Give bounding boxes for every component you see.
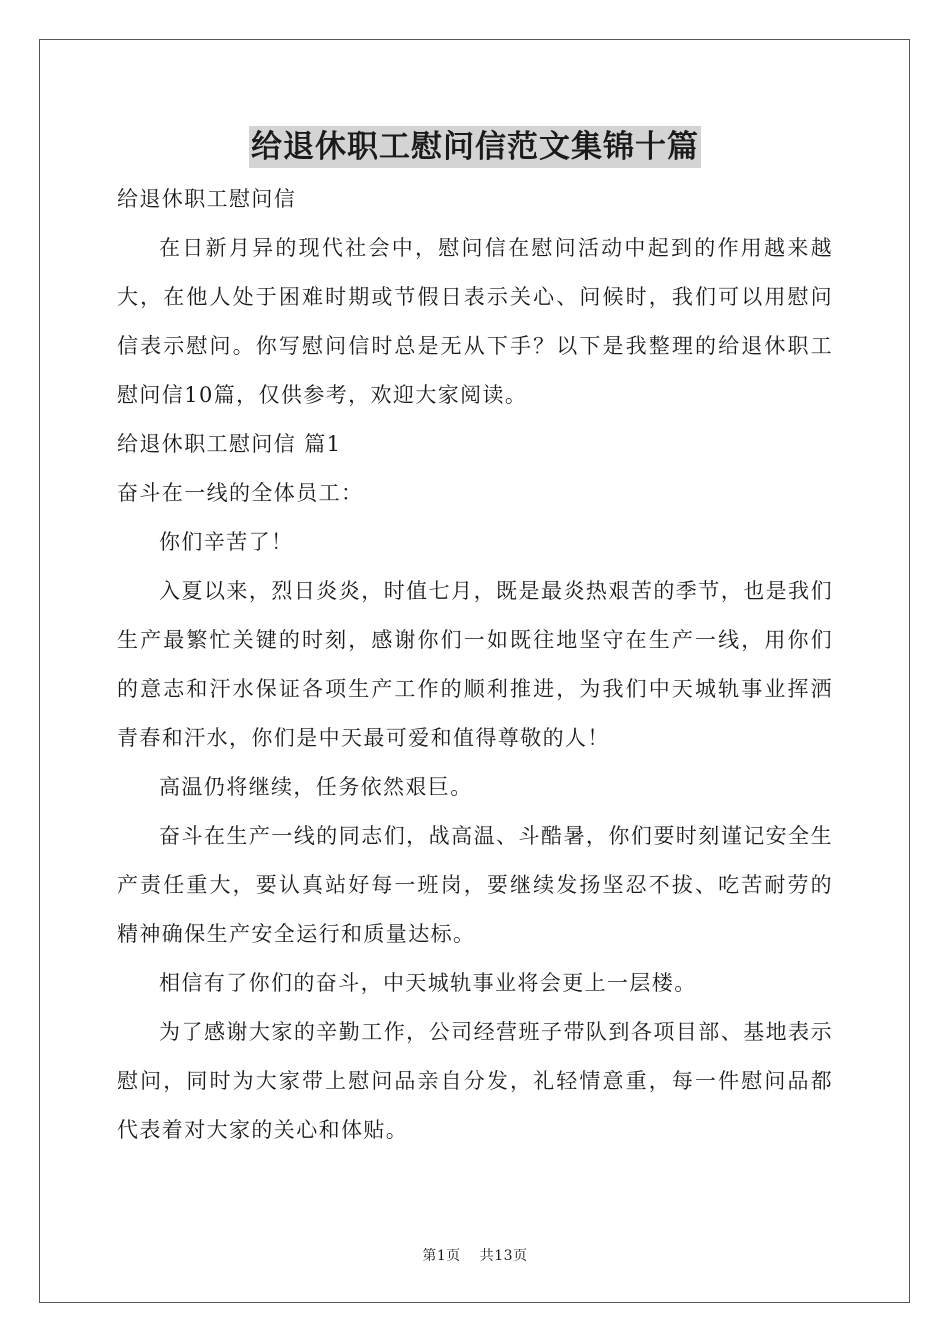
paragraph: 给退休职工慰问信: [117, 187, 297, 211]
paragraph: 高温仍将继续，任务依然艰巨。: [159, 775, 473, 799]
paragraph: 相信有了你们的奋斗，中天城轨事业将会更上一层楼。: [159, 971, 697, 995]
page-total: 共13页: [479, 1248, 528, 1264]
paragraph: 为了感谢大家的辛勤工作，公司经营班子带队到各项目部、基地表示慰问，同时为大家带上慰问品亲自分发，礼轻情意重，每一件慰问品都代表着对大家的关心和体贴。: [117, 1020, 833, 1142]
paragraph: 入夏以来，烈日炎炎，时值七月，既是最炎热艰苦的季节，也是我们生产最繁忙关键的时刻，感谢你们一如既往地坚守在生产一线，用你们的意志和汗水保证各项生产工作的顺利推进，为我们中天城轨事业挥洒青春和汗水，你们是中天最可爱和值得尊敬的人！: [117, 579, 833, 750]
salutation: 奋斗在一线的全体员工：: [117, 481, 364, 505]
document-title: 给退休职工慰问信范文集锦十篇: [249, 126, 701, 168]
page-footer: [0, 1246, 950, 1266]
section-heading: 给退休职工慰问信 篇1: [117, 432, 342, 456]
paragraph: 你们辛苦了！: [159, 530, 294, 554]
document-body: [117, 175, 833, 1155]
page-number: 第1页: [422, 1248, 461, 1264]
title-container: [0, 126, 950, 168]
paragraph: 在日新月异的现代社会中，慰问信在慰问活动中起到的作用越来越大，在他人处于困难时期或节假日表示关心、问候时，我们可以用慰问信表示慰问。你写慰问信时总是无从下手？以下是我整理的给退休职工慰问信10篇，仅供参考，欢迎大家阅读。: [117, 236, 833, 407]
paragraph: 奋斗在生产一线的同志们，战高温、斗酷暑，你们要时刻谨记安全生产责任重大，要认真站好每一班岗，要继续发扬坚忍不拔、吃苦耐劳的精神确保生产安全运行和质量达标。: [117, 824, 833, 946]
